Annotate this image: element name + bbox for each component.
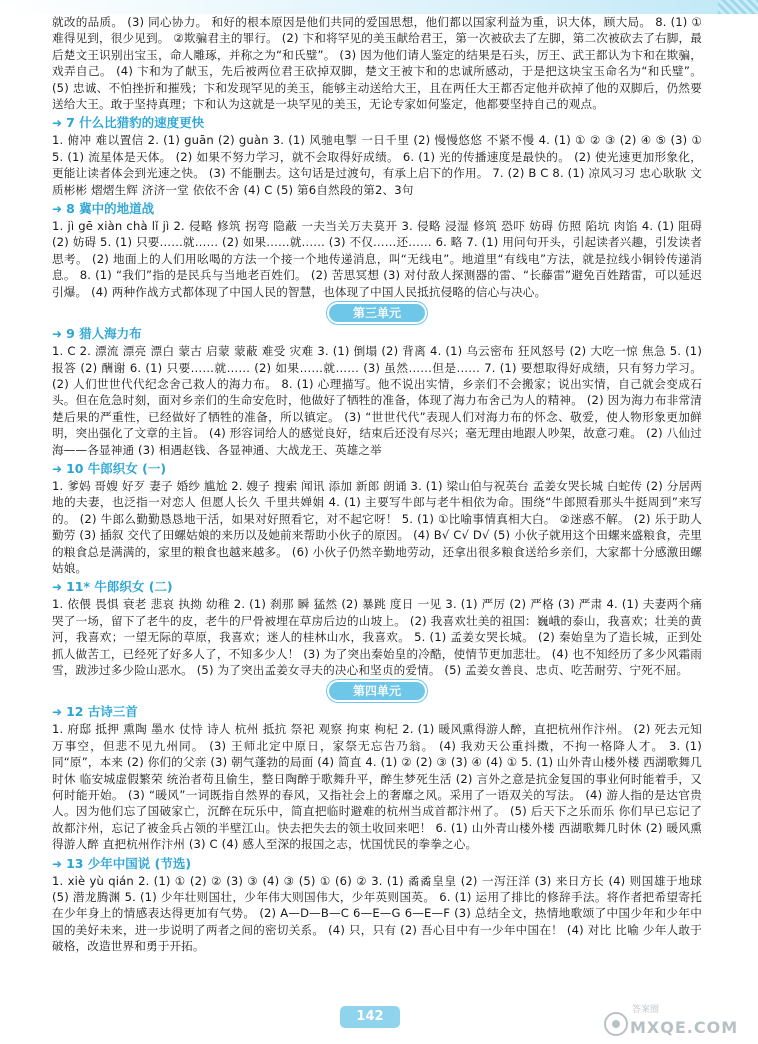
lesson-title: 9 猎人海力布 <box>66 326 142 342</box>
lesson-title: 13 少年中国说 (节选) <box>66 855 192 871</box>
answer-block-11: 1. 依偎 畏惧 衰老 悲哀 执拗 幼稚 2. (1) 刹那 瞬 猛然 (2) 暴跳 度日 一见 3. (1) 严厉 (2) 严格 (3) 严肃 4. (1) 夫妻两个痛哭了一场，留下了老牛的皮，老牛的尸骨被埋在草房后边的山坡上。 (2) 我喜欢壮美的祖国：巍峨的泰山，我喜欢；壮美的黄河，我喜欢；一望无际的草原，我喜欢；迷人的桂林山水，我喜欢。 5. (1) 孟姜女哭长城。 (2) 秦始皇为了造长城，正到处抓人做苦工，已经死了好多人了，不知多少人！ (3) 为了突出秦始皇的冷酷，使情节更加悲壮。 (4) 也不知经历了多少风霜雨雪，跋涉过多少险山恶水。 (5) 为了突出孟姜女寻夫的决心和坚贞的爱情。 (5) 孟姜女善良、忠贞、吃苦耐劳、宁死不屈。 <box>52 597 702 677</box>
answer-block-12: 1. 府邸 抵押 熏陶 墨水 仗恃 诗人 杭州 抵抗 祭祀 观察 拘束 枸杞 2. (1) 暖风熏得游人醉，直把杭州作汴州。 (2) 死去元知万事空，但悲不见九州同。 (3) 王师北定中原日，家祭无忘告乃翁。 (4) 我劝天公重抖擞，不拘一格降人才。 3. (1) 同“原”，本来 (2) 你们的父亲 (3) 朝气蓬勃的局面 (4) 简直 4. (1) ② (2) ③ (3) ④ (4) ① 5. (1) 山外青山楼外楼 西湖歌舞几时休 临安城虚假繁荣 统治者苟且偷生，整日陶醉于歌舞升平，醉生梦死生活 (2) 言外之意是抗金复国的事业何时能着手，又何时能开始。 (3) “暖风”一词既指自然界的春风，又指社会上的奢靡之风。采用了一语双关的写法。 (4) 游人指的是达官贵人。因为他们忘了国破家亡，沉醉在玩乐中，简直把临时避难的杭州当成首都汴州了。 (5) 后天下之乐而乐 你们早已忘记了故都汴州，忘记了被金兵占领的半壁江山。快去把失去的领土收回来吧！ 6. (1) 山外青山楼外楼 西湖歌舞几时休 (2) 暖风熏得游人醉 直把杭州作汴州 (3) C (4) 感人至深的报国之志，忧国忧民的拳拳之心。 <box>52 722 702 852</box>
lesson-heading-12 <box>52 703 702 721</box>
arrow-icon: ➜ <box>52 856 63 871</box>
lesson-title: 12 古诗三首 <box>66 704 138 720</box>
lesson-heading-13 <box>52 855 702 873</box>
watermark-text: MXQE.COM <box>630 1018 739 1037</box>
top-decoration-band <box>0 0 758 14</box>
lesson-title: 10 牛郎织女 (一) <box>66 460 167 476</box>
answer-block-continued: 就改的品质。 (3) 同心协力。 和好的根本原因是他们共同的爱国思想，他们都以国家利益为重，识大体，顾大局。 8. (1) ①难得见到，很少见到。 ②欺骗君主的罪行。 (2) 卞和将罕见的美玉献给君王，第一次被砍去了左脚，第二次被砍去了右脚，最后楚文王识别出宝玉，命人雕琢，并称之为“和氏璧”。 (3) 因为他们请人鉴定的结果是石头，厉王、武王都认为卞和在欺骗，戏弄自己。 (4) 卞和为了献玉，先后被两位君王砍掉双脚，楚文王被卞和的忠诚所感动，于是把这块宝玉命名为“和氏璧”。 (5) 忠诚、不怕挫折和摧残；卞和发现罕见的美玉，能够主动送给大王，且在两任大王都否定他并砍掉了他的双脚后，仍然要送给大王。敢于坚持真理；卞和认为这就是一块罕见的美玉，无论专家如何鉴定，他都要坚持自己的观点。 <box>52 15 702 112</box>
answer-block-13: 1. xiè yù qián 2. (1) ① (2) ② (3) ③ (4) ③ (5) ① (6) ② 3. (1) 矞矞皇皇 (2) 一泻汪洋 (3) 来日方长 (4) 则国雄于地球 (5) 潜龙腾渊 5. (1) 少年壮则国壮，少年伟大则国伟大，少年英则国英。 6. (1) 运用了排比的修辞手法。将作者把希望寄托在少年身上的情感表达得更加有气势。 (2) A—D—B—C 6—E—G 6—E—F (3) 总结全文，热情地歌颂了中国少年和少年中国的美好未来，进一步说明了两者之间的密切关系。 (4) 只，只有 (2) 吾心目中有一少年中国在！ (4) 对比 比喻 少年人敢于破格，改造世界和勇于开拓。 <box>52 873 702 954</box>
lesson-heading-11 <box>52 578 702 596</box>
lesson-heading-10 <box>52 460 702 478</box>
answer-block-9: 1. C 2. 漂流 漂亮 漂白 蒙古 启蒙 蒙蔽 难受 灾难 3. (1) 倒塌 (2) 背离 4. (1) 乌云密布 狂风怒号 (2) 大吃一惊 焦急 5. (1) 报答 (2) 酬谢 6. (1) 只要……就…… (2) 如果……就…… (3) 虽然……但是…… 7. (1) 要想取得好成绩，只有努力学习。 (2) 人们世世代代纪念舍己救人的海力布。 8. (1) 心理描写。他不说出实情，乡亲们不会搬家；说出实情，自己就会变成石头。但在危急时刻，面对乡亲们的生命安危时，他做好了牺牲的准备，体现了海力布舍己为人的精神。 (2) 因为海力布非常清楚后果的严重性，已经做好了牺牲的准备，所以镇定。 (3) “世世代代”表现人们对海力布的怀念、敬爱，使人物形象更加鲜明，突出强化了文章的主旨。 (4) 形容词给人的感觉良好，结束后还没有尽兴；毫无理由地跟人吵架，故意刁难。 (2) 八仙过海——各显神通 (3) 相遇赵钱、各显神通、大战龙王、英雄之举 <box>52 344 702 457</box>
lesson-heading-7 <box>52 114 702 132</box>
unit-banner-4 <box>52 682 702 700</box>
unit-banner-3 <box>52 304 702 322</box>
arrow-icon: ➜ <box>52 705 63 720</box>
arrow-icon: ➜ <box>52 116 63 131</box>
unit-title: 第三单元 <box>329 304 425 322</box>
lesson-heading-8 <box>52 200 702 218</box>
lesson-title: 8 冀中的地道战 <box>66 201 155 217</box>
lesson-title: 11* 牛郎织女 (二) <box>66 579 173 595</box>
watermark-sub: 答案圈 <box>632 1005 660 1015</box>
arrow-icon: ➜ <box>52 327 63 342</box>
answer-block-10: 1. 爹妈 哥嫂 好歹 妻子 婚纱 尴尬 2. 嫂子 搜索 闻讯 添加 新郎 朗诵 3. (1) 梁山伯与祝英台 孟姜女哭长城 白蛇传 (2) 分居两地的夫妻，也泛指一对恋人 但愿人长久 千里共婵娟 4. (1) 主要写牛郎与老牛相依为命。围绕“牛郎照看那头牛挺周到”来写的。 (2) 牛郎么勤勤恳恳地干活，如果对好照看它，对不起它呀！ 5. (1) ①比喻事情真相大白。 ②迷惑不解。 (2) 乐于助人 勤劳 (3) 插叙 交代了田螺姑娘的来历以及她前来帮助小伙子的原因。 (4) B√ C√ D√ (5) 小伙子就用这个田螺来盛粮食，壳里的粮食总是满满的，家里的粮食也越来越多。 (6) 小伙子仍然辛勤地劳动，还拿出很多粮食送给乡亲们，大家都十分感激田螺姑娘。 <box>52 478 702 575</box>
unit-title: 第四单元 <box>329 682 425 700</box>
watermark-circle-icon <box>602 1010 630 1038</box>
arrow-icon: ➜ <box>52 580 63 595</box>
answer-block-7: 1. 俯冲 难以置信 2. (1) guān (2) guàn 3. (1) 风驰电掣 一日千里 (2) 慢慢悠悠 不紧不慢 4. (1) ① ② ③ (2) ④ ⑤ (3) ① 5. (1) 流星体是天体。 (2) 如果不努力学习，就不会取得好成绩。 6. (1) 光的传播速度是最快的。 (2) 使光速更加形象化，更能让读者体会到光速之快。 (3) 不能删去。这句话是过渡句，有承上启下的作用。 7. (2) B C 8. (1) 凉风习习 忠心耿耿 文质彬彬 熠熠生辉 济济一堂 依依不舍 (4) C (5) 第6自然段的第2、3句 <box>52 133 702 197</box>
answer-column <box>52 14 702 955</box>
arrow-icon: ➜ <box>52 461 63 476</box>
page-number: 142 <box>340 1006 400 1028</box>
answer-block-8: 1. jì gē xiàn chà lǐ jì 2. 侵略 修筑 拐弯 隐蔽 一夫当关万夫莫开 3. 侵略 浸湿 修筑 恐吓 妨碍 仿照 陷坑 肉馅 4. (1) 阻碍 (2) 妨碍 5. (1) 只要……就…… (2) 如果……就…… (3) 不仅……还…… 6. 略 7. (1) 用问句开头，引起读者兴趣，引发读者思考。 (2) 地面上的人们用吆喝的方法一个接一个地传递消息，叫“无线电”。地道里“有线电”方法，就是拉线小铜铃传递消息。 8. (1) “我们”指的是民兵与当地老百姓们。 (2) 苦思冥想 (3) 对付敌人探测器的雷、“长藤雷”避免百姓踏雷，可以延迟引爆。 (4) 两种作战方式都体现了中国人民的智慧，也体现了中国人民抵抗侵略的信心与决心。 <box>52 219 702 299</box>
arrow-icon: ➜ <box>52 202 63 217</box>
lesson-heading-9 <box>52 325 702 343</box>
watermark-logo <box>602 996 752 1040</box>
lesson-title: 7 什么比猎豹的速度更快 <box>66 115 205 131</box>
